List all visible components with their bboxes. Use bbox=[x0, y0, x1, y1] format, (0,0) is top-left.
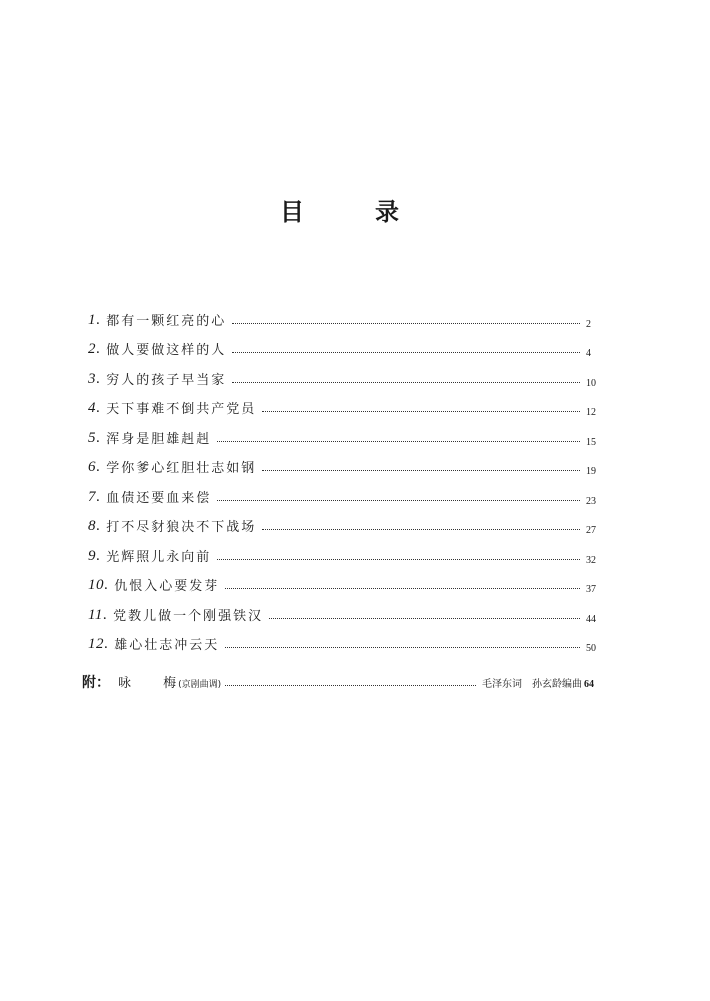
dot-leader bbox=[225, 587, 580, 589]
dot-leader bbox=[262, 469, 580, 471]
entry-number: 5. bbox=[88, 429, 101, 446]
appendix-label: 附： bbox=[82, 675, 110, 691]
entry-page-number: 15 bbox=[586, 436, 596, 448]
page-title-left: 目 bbox=[280, 198, 304, 226]
page-title-right: 录 bbox=[375, 198, 399, 226]
entry-title: 仇恨入心要发芽 bbox=[114, 579, 220, 594]
toc-entry[interactable] bbox=[88, 298, 596, 328]
entry-number: 9. bbox=[88, 547, 101, 564]
toc-entry[interactable] bbox=[88, 623, 596, 653]
dot-leader bbox=[225, 684, 476, 686]
dot-leader bbox=[225, 646, 580, 648]
entry-title: 穷人的孩子早当家 bbox=[106, 372, 227, 388]
entry-number: 2. bbox=[88, 341, 101, 357]
entry-title: 学你爹心红胆壮志如钢 bbox=[106, 461, 257, 476]
toc-entry[interactable] bbox=[88, 534, 596, 564]
toc-entry[interactable] bbox=[88, 475, 596, 505]
toc-entry[interactable] bbox=[88, 505, 596, 535]
entry-title: 都有一颗红亮的心 bbox=[106, 313, 227, 329]
entry-title: 天下事难不倒共产党员 bbox=[106, 402, 257, 417]
dot-leader bbox=[217, 440, 580, 442]
dot-leader bbox=[232, 351, 580, 353]
entry-number: 4. bbox=[88, 400, 101, 416]
entry-number: 3. bbox=[88, 370, 101, 387]
appendix-entry[interactable] bbox=[82, 676, 594, 690]
entry-page-number: 23 bbox=[586, 495, 596, 507]
entry-page-number: 50 bbox=[586, 643, 596, 654]
dot-leader bbox=[269, 617, 580, 619]
entry-number: 10. bbox=[88, 577, 109, 593]
entry-page-number: 27 bbox=[586, 525, 596, 536]
appendix-credits: 毛泽东词 孙玄龄编曲 bbox=[482, 679, 582, 690]
appendix-subtitle: (京剧曲调) bbox=[178, 680, 222, 690]
dot-leader bbox=[217, 499, 580, 501]
entry-number: 12. bbox=[88, 636, 109, 652]
dot-leader bbox=[262, 410, 580, 412]
entry-page-number: 19 bbox=[586, 466, 596, 477]
entry-title: 浑身是胆雄赳赳 bbox=[106, 431, 212, 447]
entry-title: 光辉照儿永向前 bbox=[106, 549, 212, 565]
entry-number: 8. bbox=[88, 518, 101, 534]
appendix-page-number: 64 bbox=[584, 679, 594, 690]
dot-leader bbox=[232, 322, 580, 324]
dot-leader bbox=[232, 381, 580, 383]
entry-number: 6. bbox=[88, 459, 101, 475]
toc-entry[interactable] bbox=[88, 328, 596, 358]
toc-entry[interactable] bbox=[88, 387, 596, 417]
entry-title: 做人要做这样的人 bbox=[106, 343, 227, 358]
entry-title: 党教儿做一个刚强铁汉 bbox=[113, 608, 264, 624]
dot-leader bbox=[217, 558, 580, 560]
entry-page-number: 44 bbox=[586, 613, 596, 625]
dot-leader bbox=[262, 528, 580, 530]
appendix-title: 咏 梅 bbox=[118, 676, 191, 691]
toc-entry[interactable] bbox=[88, 593, 596, 623]
entry-page-number: 37 bbox=[586, 584, 596, 595]
toc-entry[interactable] bbox=[88, 416, 596, 446]
entry-number: 1. bbox=[88, 311, 101, 328]
entry-title: 血债还要血来偿 bbox=[106, 490, 212, 506]
toc-entry[interactable] bbox=[88, 564, 596, 594]
entry-title: 打不尽豺狼决不下战场 bbox=[106, 520, 257, 535]
entry-page-number: 2 bbox=[586, 318, 591, 330]
table-of-contents bbox=[88, 298, 596, 652]
entry-number: 11. bbox=[88, 606, 108, 623]
toc-entry[interactable] bbox=[88, 446, 596, 476]
entry-number: 7. bbox=[88, 488, 101, 505]
toc-entry[interactable] bbox=[88, 357, 596, 387]
entry-page-number: 32 bbox=[586, 554, 596, 566]
entry-page-number: 12 bbox=[586, 407, 596, 418]
entry-title: 雄心壮志冲云天 bbox=[114, 638, 220, 653]
entry-page-number: 4 bbox=[586, 348, 591, 359]
entry-page-number: 10 bbox=[586, 377, 596, 389]
